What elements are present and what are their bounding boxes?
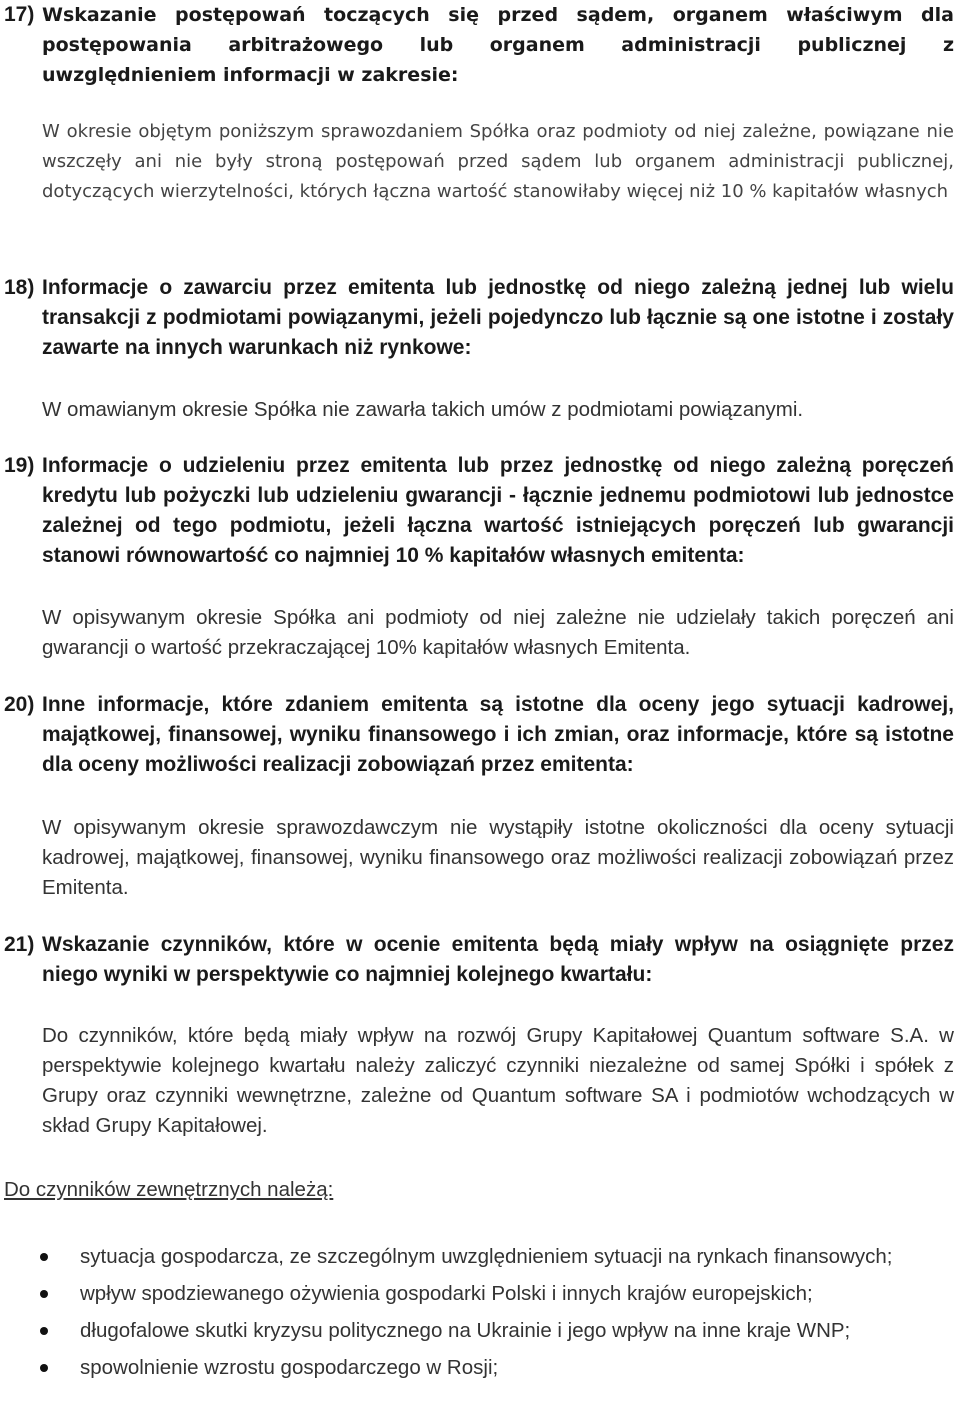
section-body: W okresie objętym poniższym sprawozdaniem Spółka oraz podmioty od niej zależne, powiązane nie wszczęły ani nie były stroną postępowań przed sądem lub organem administracji publicznej, dotyczących wierzytelności, których łączna wartość stanowiłaby więcej niż 10 % kapitałów własnych <box>42 121 954 202</box>
list-item-text: sytuacja gospodarcza, ze szczególnym uwzględnieniem sytuacji na rynkach finansowych; <box>80 1245 893 1268</box>
section-heading: Inne informacje, które zdaniem emitenta są istotne dla oceny jego sytuacji kadrowej, majątkowej, finansowej, wyniku finansowego i ich zmian, oraz informacje, które są istotne dla oceny możliwości realizacji zobowiązań przez emitenta: <box>42 693 954 776</box>
section-heading: Wskazanie czynników, które w ocenie emitenta będą miały wpływ na osiągnięte przez niego wyniki w perspektywie co najmniej kolejnego kwartału: <box>42 933 954 986</box>
section-20 <box>0 690 960 780</box>
section-17 <box>0 0 960 90</box>
section-21 <box>0 930 960 990</box>
section-body: W opisywanym okresie sprawozdawczym nie wystąpiły istotne okoliczności dla oceny sytuacji kadrowej, majątkowej, finansowej, wyniku finansowego oraz możliwości realizacji zobowiązań przez Emitenta. <box>42 816 954 899</box>
section-heading: Informacje o zawarciu przez emitenta lub jednostkę od niego zależną jednej lub wielu transakcji z podmiotami powiązanymi, jeżeli pojedynczo lub łącznie są one istotne i zostały zawarte na innych warunkach niż rynkowe: <box>42 276 954 359</box>
bullet-icon <box>40 1253 48 1261</box>
section-18 <box>0 273 960 363</box>
bullet-icon <box>40 1364 48 1372</box>
section-number: 18) <box>4 276 35 299</box>
section-number: 21) <box>4 933 35 956</box>
section-number: 19) <box>4 454 35 477</box>
section-heading: Informacje o udzieleniu przez emitenta lub przez jednostkę od niego zależną poręczeń kredytu lub pożyczki lub udzieleniu gwarancji - łącznie jednemu podmiotowi lub jednostce zależnej od tego podmiotu, jeżeli łączna wartość istniejących poręczeń lub gwarancji stanowi równowartość co najmniej 10 % kapitałów własnych emitenta: <box>42 454 954 567</box>
section-number: 20) <box>4 693 35 716</box>
section-body: W opisywanym okresie Spółka ani podmioty od niej zależne nie udzielały takich poręczeń ani gwarancji o wartość przekraczającej 10% kapitałów własnych Emitenta. <box>42 606 954 659</box>
section-body: W omawianym okresie Spółka nie zawarła takich umów z podmiotami powiązanymi. <box>42 398 804 421</box>
list-item-text: długofalowe skutki kryzysu politycznego na Ukrainie i jego wpływ na inne kraje WNP; <box>80 1319 851 1342</box>
bullet-icon <box>40 1327 48 1335</box>
bullet-icon <box>40 1290 48 1298</box>
external-factors-heading: Do czynników zewnętrznych należą: <box>4 1178 334 1201</box>
external-factors-list <box>0 1242 954 1383</box>
list-item <box>0 1242 954 1272</box>
list-item <box>0 1353 954 1383</box>
section-19 <box>0 451 960 571</box>
section-heading: Wskazanie postępowań toczących się przed sądem, organem właściwym dla postępowania arbitrażowego lub organem administracji publicznej z uwzględnieniem informacji w zakresie: <box>42 4 954 86</box>
section-number: 17) <box>4 3 35 26</box>
list-item <box>0 1279 954 1309</box>
list-item-text: spowolnienie wzrostu gospodarczego w Rosji; <box>80 1356 499 1379</box>
list-item <box>0 1316 954 1346</box>
section-body: Do czynników, które będą miały wpływ na rozwój Grupy Kapitałowej Quantum software S.A. w perspektywie kolejnego kwartału należy zaliczyć czynniki niezależne od samej Spółki i spółek z Grupy oraz czynniki wewnętrzne, zależne od Quantum software SA i podmiotów wchodzących w skład Grupy Kapitałowej. <box>42 1024 954 1137</box>
list-item-text: wpływ spodziewanego ożywienia gospodarki Polski i innych krajów europejskich; <box>80 1282 813 1305</box>
